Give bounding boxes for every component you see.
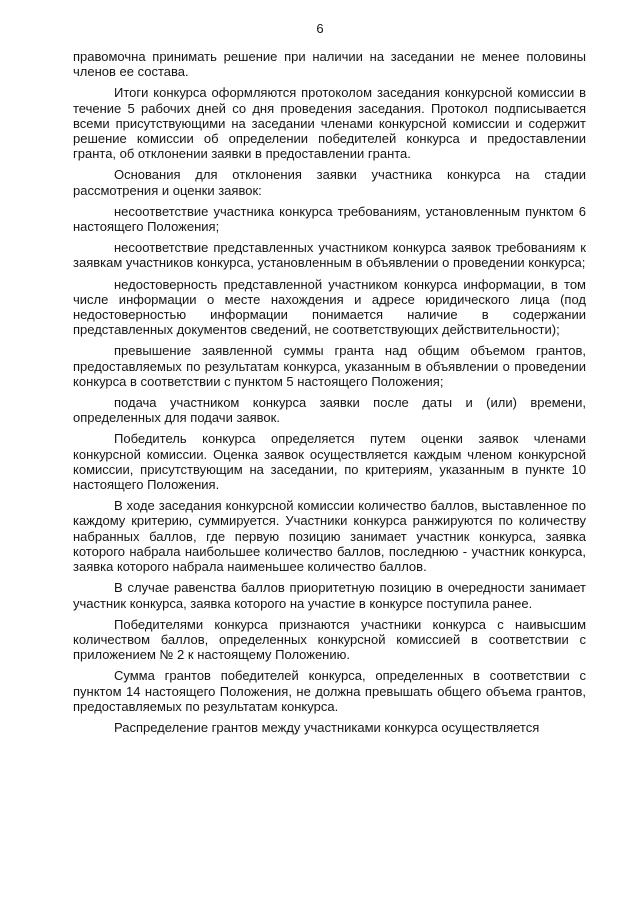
- paragraph-grant-sum: Сумма грантов победителей конкурса, определенных в соответствии с пунктом 14 настоящего Положения, не должна превышать общего объема грантов, предоставляемых по результатам конкурса.: [73, 668, 586, 714]
- paragraph-tie-break: В случае равенства баллов приоритетную позицию в очередности занимает участник конкурса, заявка которого на участие в конкурсе поступила ранее.: [73, 580, 586, 611]
- paragraph-winner-determination: Победитель конкурса определяется путем оценки заявок членами конкурсной комиссии. Оценка заявок осуществляется каждым членом конкурсной комиссии, присутствующим на заседании, по критериям, указанным в пункте 10 настоящего Положения.: [73, 431, 586, 493]
- paragraph-continuation: правомочна принимать решение при наличии на заседании не менее половины членов ее состава.: [73, 49, 586, 80]
- list-item-late-submission: подача участником конкурса заявки после даты и (или) времени, определенных для подачи заявок.: [73, 395, 586, 426]
- list-item-noncompliance-participant: несоответствие участника конкурса требованиям, установленным пунктом 6 настоящего Положения;: [73, 203, 586, 235]
- page-number: 6: [316, 21, 324, 36]
- paragraph-results-protocol: Итоги конкурса оформляются протоколом заседания конкурсной комиссии в течение 5 рабочих дней со дня проведения заседания. Протокол подписывается всеми присутствующими на заседании членами конкурсной комиссии и содержит решение комиссии об определении победителей конкурса и предоставлении гранта, об отклонении заявки в предоставлении гранта.: [73, 85, 586, 162]
- list-item-noncompliance-application: несоответствие представленных участником конкурса заявок требованиям к заявкам участников конкурса, установленным в объявлении о проведении конкурса;: [73, 240, 586, 271]
- paragraph-grant-distribution: Распределение грантов между участниками конкурса осуществляется: [114, 719, 540, 735]
- paragraph-winners: Победителями конкурса признаются участники конкурса с наивысшим количеством баллов, определенных конкурсной комиссией в соответствии с приложением № 2 к настоящему Положению.: [73, 616, 586, 663]
- paragraph-scoring: В ходе заседания конкурсной комиссии количество баллов, выставленное по каждому критерию, суммируется. Участники конкурса ранжируются по количеству набранных баллов, где первую позицию занимает участник конкурса, заявка которого набрала наибольшее количество баллов, последнюю - участник конкурса, заявка которого набрала наименьшее количество баллов.: [73, 498, 586, 575]
- document-body: [73, 49, 586, 735]
- paragraph-rejection-grounds: Основания для отклонения заявки участника конкурса на стадии рассмотрения и оценки заявок:: [73, 167, 586, 198]
- list-item-unreliable-information: недостоверность представленной участником конкурса информации, в том числе информации о месте нахождения и адресе юридического лица (под недостоверностью информации понимается наличие в содержании представленных документов сведений, не соответствующих действительности);: [73, 276, 586, 338]
- list-item-grant-amount-exceeded: превышение заявленной суммы гранта над общим объемом грантов, предоставляемых по результатам конкурса, указанным в объявлении о проведении конкурса в соответствии с пунктом 5 настоящего Положения;: [73, 343, 586, 389]
